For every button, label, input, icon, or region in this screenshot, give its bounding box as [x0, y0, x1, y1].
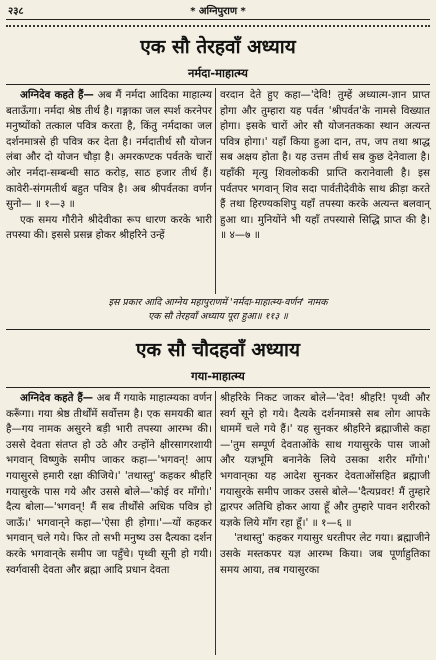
paragraph: एक समय गौरीने श्रीदेवीका रूप धारण करके भारी तपस्या की। इससे प्रसन्न होकर श्रीहरिने उन्हें	[6, 213, 212, 242]
running-header	[6, 2, 430, 18]
chapter-114-title: एक सौ चौदहवाँ अध्याय	[136, 339, 300, 361]
colophon-line: एक सौ तेरहवाँ अध्याय पूरा हुआ॥ ११३ ॥	[148, 311, 288, 322]
chapter-113-subtitle: नर्मदा-माहात्म्य	[188, 66, 248, 80]
chapter-114-right-column	[220, 391, 430, 578]
header-dotted-rule	[6, 25, 430, 27]
chapter-114-subtitle: गया-माहात्म्य	[191, 369, 245, 383]
chapter-113-colophon	[6, 296, 430, 324]
chapter-113-right-column	[220, 88, 430, 244]
chapter-114-rule	[6, 387, 430, 388]
chapter-113-title: एक सौ तेरहवाँ अध्याय	[140, 36, 296, 58]
paragraph-text: अब मैं नर्मदा आदिका माहात्म्य बताऊँगा। नर्मदा श्रेष्ठ तीर्थ है। गङ्गाका जल स्पर्श करनेपर मनुष्योंको तत्काल पवित्र करता है, किंतु नर्मदाका जल दर्शनमात्रसे ही पवित्र कर देता है। नर्मदातीर्थ सौ योजन लंबा और दो योजन चौड़ा है। अमरकण्टक पर्वतके चारों ओर नर्मदा-सम्बन्धी साठ करोड़, साठ हजार तीर्थ हैं। कावेरी-संगमतीर्थ बहुत पवित्र है। अब श्रीपर्वतका वर्णन सुनो— ॥ १—३ ॥	[6, 89, 212, 211]
paragraph: श्रीहरिके निकट जाकर बोले—'देव! श्रीहरि! पृथ्वी और स्वर्ग सूने हो गये। दैत्यके दर्शनमात्रसे सब लोग आपके धाममें चले गये हैं।' यह सुनकर श्रीहरिने ब्रह्माजीसे कहा—'तुम सम्पूर्ण देवताओंके साथ गयासुरके पास जाओ और यज्ञभूमि बनानेके लिये उसका शरीर माँगो।' भगवान्‌का यह आदेश सुनकर देवताओंसहित ब्रह्माजी गयासुरके समीप जाकर उससे बोले—'दैत्यप्रवर! मैं तुम्हारे द्वारपर अतिथि होकर आया हूँ और तुम्हारे पावन शरीरको यज्ञके लिये माँग रहा हूँ।' ॥ १—६ ॥	[220, 392, 430, 529]
chapter-113-rule	[6, 84, 430, 85]
book-page	[6, 0, 430, 660]
chapter-113-left-column	[6, 88, 212, 244]
paragraph	[6, 88, 212, 213]
section-rule	[6, 329, 430, 330]
header-rule	[6, 19, 430, 20]
colophon-line: इस प्रकार आदि आग्नेय महापुराणमें 'नर्मदा-माहात्म्य-वर्णन' नामक	[108, 297, 328, 308]
column-divider	[215, 88, 216, 294]
paragraph: 'तथास्तु' कहकर गयासुर धरतीपर लेट गया। ब्रह्माजीने उसके मस्तकपर यज्ञ आरम्भ किया। जब पूर्णाहुतिका समय आया, तब गयासुरका	[220, 532, 430, 576]
paragraph-text: अब मैं गयाके माहात्म्यका वर्णन करूँगा। गया श्रेष्ठ तीर्थोंमें सर्वोत्तम है। एक समयकी बात है—गय नामक असुरने बड़ी भारी तपस्या आरम्भ की। उससे देवता संतप्त हो उठे और उन्होंने क्षीरसागरशायी भगवान् विष्णुके समीप जाकर कहा—'भगवन्! आप गयासुरसे हमारी रक्षा कीजिये।' 'तथास्तु' कहकर श्रीहरि गयासुरके पास गये और उससे बोले—'कोई वर माँगो।' दैत्य बोला—'भगवन्! मैं सब तीर्थोंसे अधिक पवित्र हो जाऊँ।' भगवान्‌ने कहा—'ऐसा ही होगा।'—यों कहकर भगवान् चले गये। फिर तो सभी मनुष्य उस दैत्यका दर्शन करके भगवान्‌के समीप जा पहुँचे। पृथ्वी सूनी हो गयी। स्वर्गवासी देवता और ब्रह्मा आदि प्रधान देवता	[6, 392, 212, 576]
paragraph	[6, 391, 212, 578]
speaker-label: अग्निदेव कहते हैं—	[20, 89, 94, 101]
page-number: २३८	[8, 6, 24, 17]
chapter-114-left-column	[6, 391, 212, 578]
book-title: * अग्निपुराण *	[190, 6, 246, 17]
speaker-label: अग्निदेव कहते हैं—	[20, 392, 94, 404]
paragraph: वरदान देते हुए कहा—'देवि! तुम्हें अध्यात्म-ज्ञान प्राप्त होगा और तुम्हारा यह पर्वत 'श्रीपर्वत'के नामसे विख्यात होगा। इसके चारों ओर सौ योजनतकका स्थान अत्यन्त पवित्र होगा।' यहाँ किया हुआ दान, तप, जप तथा श्राद्ध सब अक्षय होता है। यह उत्तम तीर्थ सब कुछ देनेवाला है। यहाँकी मृत्यु शिवलोककी प्राप्ति करानेवाली है। इस पर्वतपर भगवान् शिव सदा पार्वतीदेवीके साथ क्रीड़ा करते हैं तथा हिरण्यकशिपु यहाँ तपस्या करके अत्यन्त बलवान् हुआ था। मुनियोंने भी यहाँ तपस्यासे सिद्धि प्राप्त की है। ॥ ४—७ ॥	[220, 89, 430, 242]
column-divider	[215, 391, 216, 655]
